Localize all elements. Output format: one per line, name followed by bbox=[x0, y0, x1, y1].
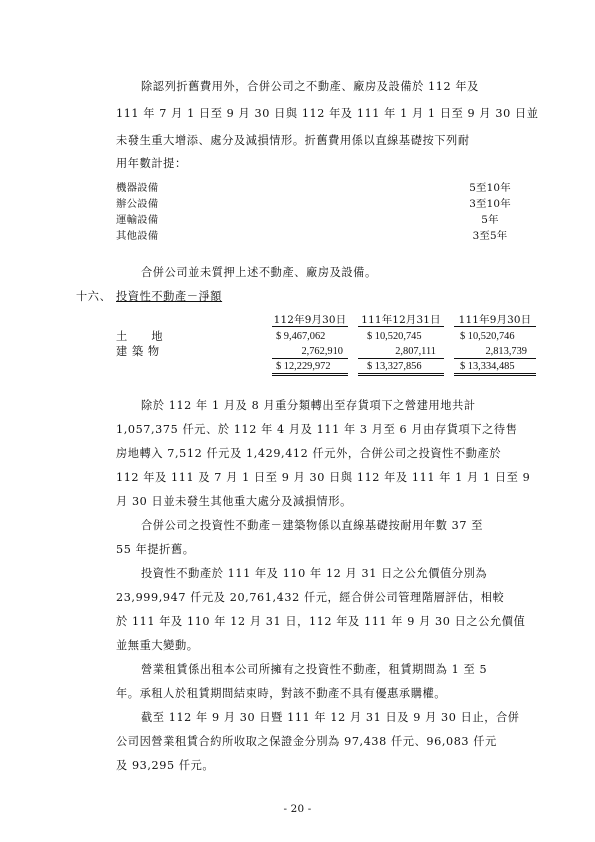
total-double-rule bbox=[358, 373, 444, 374]
para2-line3: 房地轉入 7,512 仟元及 1,429,412 仟元外，合併公司之投資性不動產於 bbox=[116, 447, 502, 460]
para1-line2: 111 年 7 月 1 日至 9 月 30 日與 112 年及 111 年 1 月 1 日至 9 月 30 日並 bbox=[116, 107, 539, 120]
para5-line2: 年。承租人於租賃期間結束時，對該不動產不具有優惠承購權。 bbox=[116, 687, 447, 700]
row-label-land: 土 地 bbox=[116, 330, 164, 343]
subtotal-rule bbox=[454, 358, 536, 359]
useful-life-value: 3至10年 bbox=[469, 198, 511, 210]
cell-value: $ 10,520,745 bbox=[367, 331, 422, 342]
para2-line1: 除於 112 年 1 月及 8 月重分類轉出至存貨項下之營建用地共計 bbox=[141, 399, 476, 412]
para3-line2: 55 年提折舊。 bbox=[116, 543, 195, 556]
para2-line2: 1,057,375 仟元、於 112 年 4 月及 111 年 3 月至 6 月由存貨項下之待售 bbox=[116, 423, 518, 436]
total-value: $ 13,334,485 bbox=[460, 361, 515, 372]
para1-line1: 除認列折舊費用外，合併公司之不動產、廠房及設備於 112 年及 bbox=[141, 80, 479, 93]
header-rule bbox=[454, 326, 536, 327]
cell-value: 2,813,739 bbox=[485, 346, 527, 357]
total-double-rule bbox=[272, 373, 348, 374]
section-number: 十六、 bbox=[76, 290, 112, 303]
cell-value: $ 10,520,746 bbox=[460, 331, 515, 342]
page-number: - 20 - bbox=[283, 803, 312, 815]
para5-line1: 營業租賃係出租本公司所擁有之投資性不動產，租賃期間為 1 至 5 bbox=[141, 663, 488, 676]
para4-line2: 23,999,947 仟元及 20,761,432 仟元，經合併公司管理階層評估，相較 bbox=[116, 591, 505, 604]
useful-life-label: 辦公設備 bbox=[116, 198, 159, 210]
column-header: 111年9月30日 bbox=[458, 314, 532, 326]
para3-line1: 合併公司之投資性不動產－建築物係以直線基礎按耐用年數 37 至 bbox=[141, 519, 484, 532]
para4-line3: 於 111 年及 110 年 12 月 31 日，112 年及 111 年 9 月 30 日之公允價值 bbox=[116, 615, 526, 628]
para6-line1: 截至 112 年 9 月 30 日暨 111 年 12 月 31 日及 9 月 30 日止，合併 bbox=[141, 711, 520, 724]
total-double-rule bbox=[272, 375, 348, 376]
total-value: $ 12,229,972 bbox=[276, 361, 331, 372]
total-double-rule bbox=[454, 373, 536, 374]
header-rule bbox=[272, 326, 348, 327]
pledge-note: 合併公司並未質押上述不動產、廠房及設備。 bbox=[141, 266, 377, 279]
useful-life-label: 機器設備 bbox=[116, 182, 159, 194]
para1-line4: 用年數計提： bbox=[116, 157, 187, 170]
column-header: 111年12月31日 bbox=[361, 314, 441, 326]
cell-value: $ 9,467,062 bbox=[276, 331, 326, 342]
useful-life-label: 其他設備 bbox=[116, 230, 159, 242]
section-title: 投資性不動產－淨額 bbox=[116, 290, 223, 303]
cell-value: 2,762,910 bbox=[301, 346, 343, 357]
cell-value: 2,807,111 bbox=[395, 346, 436, 357]
total-double-rule bbox=[454, 375, 536, 376]
para2-line4: 112 年及 111 及 7 月 1 日至 9 月 30 日與 112 年及 111 年 1 月 1 日至 9 bbox=[116, 471, 531, 484]
para1-line3: 未發生重大增添、處分及減損情形。折舊費用係以直線基礎按下列耐 bbox=[116, 134, 470, 147]
useful-life-value: 5至10年 bbox=[469, 182, 511, 194]
para2-line5: 月 30 日並未發生其他重大處分及減損情形。 bbox=[116, 495, 352, 508]
useful-life-value: 3至5年 bbox=[472, 230, 508, 242]
para6-line3: 及 93,295 仟元。 bbox=[116, 759, 215, 772]
subtotal-rule bbox=[272, 358, 348, 359]
total-value: $ 13,327,856 bbox=[367, 361, 422, 372]
para4-line4: 並無重大變動。 bbox=[116, 639, 199, 652]
column-header: 112年9月30日 bbox=[273, 314, 347, 326]
useful-life-value: 5年 bbox=[481, 214, 499, 226]
useful-life-label: 運輸設備 bbox=[116, 214, 159, 226]
para4-line1: 投資性不動產於 111 年及 110 年 12 月 31 日之公允價值分別為 bbox=[141, 567, 488, 580]
row-label-building: 建 築 物 bbox=[116, 345, 160, 358]
header-rule bbox=[358, 326, 444, 327]
total-double-rule bbox=[358, 375, 444, 376]
subtotal-rule bbox=[358, 358, 444, 359]
para6-line2: 公司因營業租賃合約所收取之保證金分別為 97,438 仟元、96,083 仟元 bbox=[116, 735, 497, 748]
